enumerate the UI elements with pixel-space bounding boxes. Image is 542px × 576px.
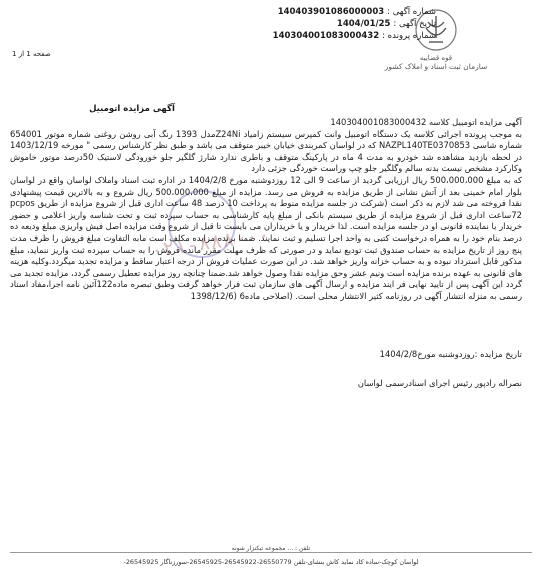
phone-watermark: ۰۲۱-۸۸۸۰۰۰ [148, 221, 272, 263]
notice-meta [266, 6, 436, 42]
meta-row-notice-date [266, 18, 436, 30]
org-name: سازمان ثبت اسناد و املاک کشور [384, 62, 488, 71]
meta-label: شماره پرونده : [382, 31, 436, 41]
meta-value: 1404/01/25 [336, 19, 391, 29]
footer-line-2: لواسان کوچک-ساده کاد نماید کاش بنشای-تلفن 26550779-26545922-26545925-سورزناگار 26545925- [123, 558, 419, 566]
meta-value: 140304001083000432 [272, 31, 380, 41]
meta-row-notice-number [266, 6, 436, 18]
body-paragraph: که به مبلغ 500،000،000 ریال ارزیابی گردید از ساعت 9 الی 12 روزدوشنبه مورخ 1404/2/8 در اداره ثبت اسناد واملاک لواسان واقع در لواسان بلوار امام خمینی بعد از آتش نشانی از طریق مزایده به فروش می رسد. مزایده از مبلغ 500،000،000 ریال شروع و به بالاترین قیمت پیشنهادی نقدا فروخته می شد لازم به ذکر است (شرکت در جلسه مزایده منوط به پرداخت 10 درصد 48 ساعت اداری قبل از شروع مزایده از طریق pcpos 72ساعت اداری قبل از شروع مزایده از طریق سیستم بانکی از مبلغ پایه کارشناسی به حساب سپرده ثبت و تحت شناسه واریز اعلامی و حضور خریدار یا نماینده قانونی او در جلسه مزایده است. لذا خریدار و یا خریداران می بایست تا قبل از شروع وقت مزایده اصل فیش واریزی مبلغ ودیعه ده درصد بنام خود را به همراه درخواست کتبی به واحد اجرا تسلیم و ثبت نمایند. ضمنا برنده مزایده مکلف است مابه التفاوت مبلغ فروش را ظرف مدت پنج روز از تاریخ مزایده به حساب صندوق ثبت تودیع نماید و در صورتی که ظرف مهلت مقرر مانده فروش را به حساب سپرده ثبت واریز ننماید، مبلغ مذکور قابل استرداد نبوده و به حساب خزانه واریز خواهد شد. در این صورت عملیات فروش از درجه اعتبار ساقط و مزایده تجدید میگردد.وکلیه هزینه های قانونی به عهده برنده مزایده است ونیم عشر وحق مزایده نقدا وصول خواهد شد.ضمنا چنانچه روز مزایده تعطیل رسمی گردد، مزایده تجدید می گردد این آگهی پس از تایید نهایی فر ایند مزایده و ارسال آگهی های سازمان ثبت فرار خواهد گرفت وطبق تبصره ماده122آئین نامه اجرا،مفاد اسناد رسمی به منزله انتشار آگهی در روزنامه کثیر الانتشار محلی است. (اصلاحی ماده6 (1398/12/6 [10, 174, 523, 301]
meta-row-case-number [266, 30, 436, 42]
meta-value: 140403901086000003 [277, 7, 385, 17]
footer-line-1: تلفن : ... مجموعه تیکنزار شونه [231, 545, 311, 552]
page-info: صفحه 1 از 1 [12, 50, 51, 58]
signature: نصراله رادپور رئیس اجرای اسنادرسمی لواسان [357, 378, 522, 388]
body-paragraph: آگهی مزایده اتومبیل کلاسه 140304001083000432 [330, 117, 522, 127]
notice-title: آگهی مزایده اتومبیل [89, 104, 175, 114]
meta-label: تاریخ آگهی : [393, 19, 436, 29]
auction-date: تاریخ مزایده :روزدوشنبه مورخ1404/2/8 [379, 349, 522, 359]
notice-body [10, 117, 522, 303]
org-small-label: قوه قضاییه [419, 54, 453, 62]
body-paragraph: به موجب پرونده اجرائی کلاسه یک دستگاه اتومبیل وانت کمپرس سیستم زامیاد Z24Niمدل 1393 رنگ آبی روشن روغنی شماره موتور 654001 شماره شاسی NAZPL140TE0370853 که در لواسان کمربندی خیابان خیبر متوقف می باشد و طبق نظر کارشناس رسمی " مورخه 1403/12/19 در لحظه بازدید مشاهده شد خودرو به مدت 4 ماه در پارکینگ متوقف و باطری ندارد شارژ گلگیر جلو خورودگی لاستیک 50درصد موتور خاموش وکارکرد مشخص نیست بدنه سالم وگلگیر جلو چپ وراست خوردگی جزئی دارد [10, 128, 523, 174]
meta-label: شماره آگهی : [387, 7, 436, 17]
footer-divider [10, 552, 532, 553]
